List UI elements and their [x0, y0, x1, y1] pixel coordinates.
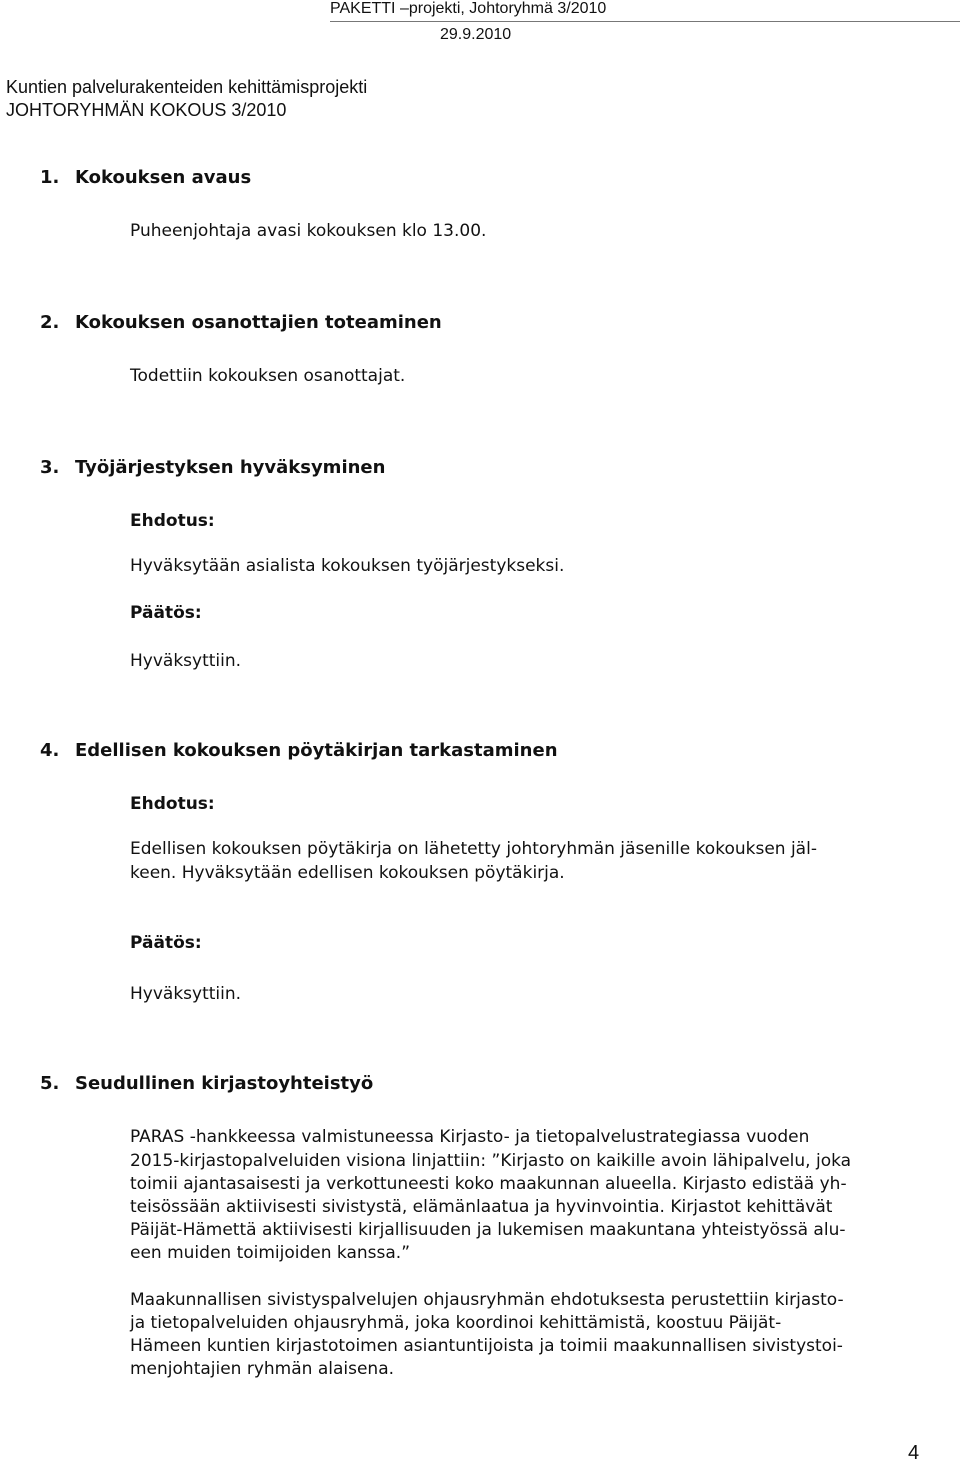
paragraph-line: Päijät-Hämettä aktiivisesti kirjallisuuden ja lukemisen maakuntana yhteistyössä alu-: [130, 1220, 846, 1240]
section-number: 1.: [40, 167, 60, 188]
section-title: Työjärjestyksen hyväksyminen: [75, 457, 386, 478]
decision-label: Päätös:: [130, 933, 202, 953]
proposal-label: Ehdotus:: [130, 794, 215, 814]
decision-label: Päätös:: [130, 603, 202, 623]
section-title: Seudullinen kirjastoyhteistyö: [75, 1073, 374, 1094]
section-1-text: Puheenjohtaja avasi kokouksen klo 13.00.: [130, 221, 487, 241]
paragraph-line: menjohtajien ryhmän alaisena.: [130, 1359, 395, 1379]
proposal-text: Hyväksytään asialista kokouksen työjärjestykseksi.: [130, 556, 565, 576]
proposal-label: Ehdotus:: [130, 511, 215, 531]
paragraph-line: Hämeen kuntien kirjastotoimen asiantuntijoista ja toimii maakunnallisen sivistystoi-: [130, 1336, 843, 1356]
section-number: 3.: [40, 457, 60, 478]
project-name: Kuntien palvelurakenteiden kehittämisprojekti: [6, 77, 368, 97]
decision-text: Hyväksyttiin.: [130, 984, 242, 1004]
section-heading-4: [40, 740, 558, 762]
section-heading-2: [40, 312, 442, 334]
paragraph-line: een muiden toimijoiden kanssa.”: [130, 1243, 411, 1263]
section-heading-5: [40, 1073, 373, 1095]
page-number: 4: [908, 1442, 920, 1464]
meeting-title: JOHTORYHMÄN KOKOUS 3/2010: [6, 100, 287, 120]
paragraph-line: teisössään aktiivisesti sivistystä, elämänlaatua ja hyvinvointia. Kirjastot kehittävät: [130, 1197, 833, 1217]
running-header-date: 29.9.2010: [440, 26, 512, 43]
section-title: Kokouksen avaus: [75, 167, 252, 188]
proposal-text-line: keen. Hyväksytään edellisen kokouksen pöytäkirja.: [130, 863, 565, 883]
section-number: 4.: [40, 740, 60, 761]
paragraph-line: ja tietopalveluiden ohjausryhmä, joka koordinoi kehittämistä, koostuu Päijät-: [130, 1313, 782, 1333]
section-number: 5.: [40, 1073, 60, 1094]
running-header-title: PAKETTI –projekti, Johtoryhmä 3/2010: [330, 0, 607, 17]
section-title: Edellisen kokouksen pöytäkirjan tarkastaminen: [75, 740, 558, 761]
paragraph-line: 2015-kirjastopalveluiden visiona linjattiin: ”Kirjasto on kaikille avoin lähipalvelu, joka: [130, 1151, 852, 1171]
paragraph-line: Maakunnallisen sivistyspalvelujen ohjausryhmän ehdotuksesta perustettiin kirjasto-: [130, 1290, 844, 1310]
section-title: Kokouksen osanottajien toteaminen: [75, 312, 442, 333]
section-2-text: Todettiin kokouksen osanottajat.: [130, 366, 406, 386]
paragraph-line: PARAS -hankkeessa valmistuneessa Kirjasto- ja tietopalvelustrategiassa vuoden: [130, 1127, 810, 1147]
section-heading-3: [40, 457, 385, 479]
section-heading-1: [40, 167, 251, 189]
section-number: 2.: [40, 312, 60, 333]
proposal-text-line: Edellisen kokouksen pöytäkirja on lähetetty johtoryhmän jäsenille kokouksen jäl-: [130, 839, 817, 859]
header-rule: [330, 21, 960, 22]
decision-text: Hyväksyttiin.: [130, 651, 242, 671]
paragraph-line: toimii ajantasaisesti ja verkottuneesti koko maakunnan alueella. Kirjasto edistää yh-: [130, 1174, 847, 1194]
